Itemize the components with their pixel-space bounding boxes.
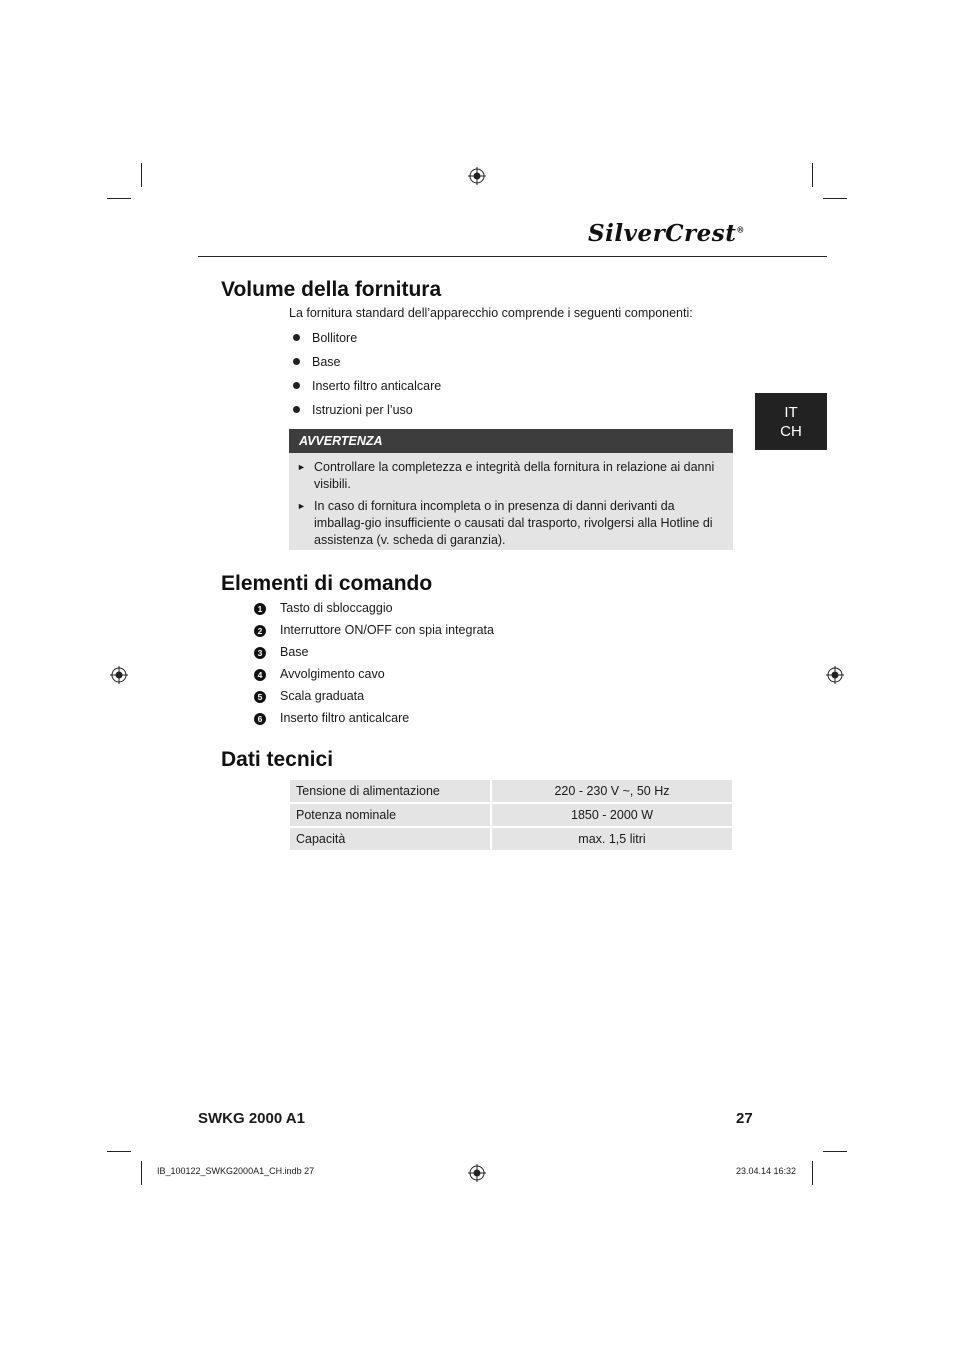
spec-value: 220 - 230 V ~, 50 Hz xyxy=(492,780,732,802)
crop-mark-bottom-right-horizontal xyxy=(823,1151,847,1152)
crop-mark-top-right-horizontal xyxy=(823,198,847,199)
list-item xyxy=(254,600,494,622)
number-badge: 3 xyxy=(254,647,266,659)
brand-name: SilverCrest xyxy=(588,220,737,247)
crop-mark-bottom-right-vertical xyxy=(812,1161,813,1185)
warning-item-text: In caso di fornitura incompleta o in presenza di danni derivanti da imballag-gio insufficiente o causati dal trasporto, rivolgersi alla Hotline di assistenza (v. scheda di garanzia). xyxy=(314,499,713,547)
list-item-label: Interruttore ON/OFF con spia integrata xyxy=(280,623,494,637)
arrow-right-icon: ► xyxy=(297,501,306,511)
controls-list xyxy=(254,600,494,732)
list-item xyxy=(293,378,441,402)
registration-mark-icon xyxy=(468,1164,486,1182)
list-item xyxy=(293,330,441,354)
list-item-label: Bollitore xyxy=(312,331,358,345)
spec-value: 1850 - 2000 W xyxy=(492,802,732,826)
brand-logo xyxy=(588,220,752,252)
list-item-label: Istruzioni per l’uso xyxy=(312,403,413,417)
header-rule xyxy=(198,256,827,257)
crop-mark-top-left-horizontal xyxy=(107,198,131,199)
list-item xyxy=(293,354,441,378)
bullet-icon xyxy=(293,358,300,365)
number-badge: 6 xyxy=(254,713,266,725)
list-item-label: Base xyxy=(280,645,309,659)
print-slug-file: IB_100122_SWKG2000A1_CH.indb 27 xyxy=(157,1166,315,1176)
specs-table xyxy=(290,780,732,850)
spec-key: Tensione di alimentazione xyxy=(290,780,492,802)
number-badge: 5 xyxy=(254,691,266,703)
registration-mark-icon xyxy=(468,167,486,185)
crop-mark-bottom-left-vertical xyxy=(141,1161,142,1185)
section-title-supply: Volume della fornitura xyxy=(221,278,442,301)
table-row xyxy=(290,826,732,850)
section-title-controls: Elementi di comando xyxy=(221,572,433,595)
arrow-right-icon: ► xyxy=(297,462,306,472)
number-badge: 2 xyxy=(254,625,266,637)
table-row xyxy=(290,780,732,802)
registration-mark-icon xyxy=(826,666,844,684)
spec-value: max. 1,5 litri xyxy=(492,826,732,850)
list-item-label: Avvolgimento cavo xyxy=(280,667,385,681)
list-item-label: Tasto di sbloccaggio xyxy=(280,601,393,615)
number-badge: 1 xyxy=(254,603,266,615)
registered-mark: ® xyxy=(736,224,745,235)
list-item-label: Base xyxy=(312,355,341,369)
list-item xyxy=(254,622,494,644)
spec-key: Capacità xyxy=(290,826,492,850)
warning-box xyxy=(289,429,733,550)
warning-title: AVVERTENZA xyxy=(289,429,733,453)
list-item xyxy=(254,644,494,666)
supply-list xyxy=(293,330,441,426)
crop-mark-bottom-left-horizontal xyxy=(107,1151,131,1152)
list-item xyxy=(293,402,441,426)
list-item xyxy=(254,710,494,732)
warning-item-text: Controllare la completezza e integrità della fornitura in relazione ai danni visibili. xyxy=(314,460,715,491)
bullet-icon xyxy=(293,334,300,341)
print-slug-date: 23.04.14 16:32 xyxy=(736,1166,797,1176)
warning-list xyxy=(289,453,733,549)
table-row xyxy=(290,802,732,826)
page-number: 27 xyxy=(736,1110,753,1127)
spec-key: Potenza nominale xyxy=(290,802,492,826)
section-title-specs: Dati tecnici xyxy=(221,748,334,771)
crop-mark-top-left-vertical xyxy=(141,163,142,187)
language-code-ch: CH xyxy=(780,423,802,440)
bullet-icon xyxy=(293,406,300,413)
supply-intro-text: La fornitura standard dell’apparecchio comprende i seguenti componenti: xyxy=(289,306,693,320)
bullet-icon xyxy=(293,382,300,389)
list-item-label: Inserto filtro anticalcare xyxy=(280,711,410,725)
warning-item xyxy=(297,498,723,549)
language-tab xyxy=(755,393,827,450)
list-item xyxy=(254,666,494,688)
crop-mark-top-right-vertical xyxy=(812,163,813,187)
warning-item xyxy=(297,459,723,493)
number-badge: 4 xyxy=(254,669,266,681)
registration-mark-icon xyxy=(110,666,128,684)
list-item-label: Inserto filtro anticalcare xyxy=(312,379,442,393)
language-code-it: IT xyxy=(784,404,798,421)
model-number: SWKG 2000 A1 xyxy=(198,1110,305,1127)
list-item xyxy=(254,688,494,710)
list-item-label: Scala graduata xyxy=(280,689,365,703)
